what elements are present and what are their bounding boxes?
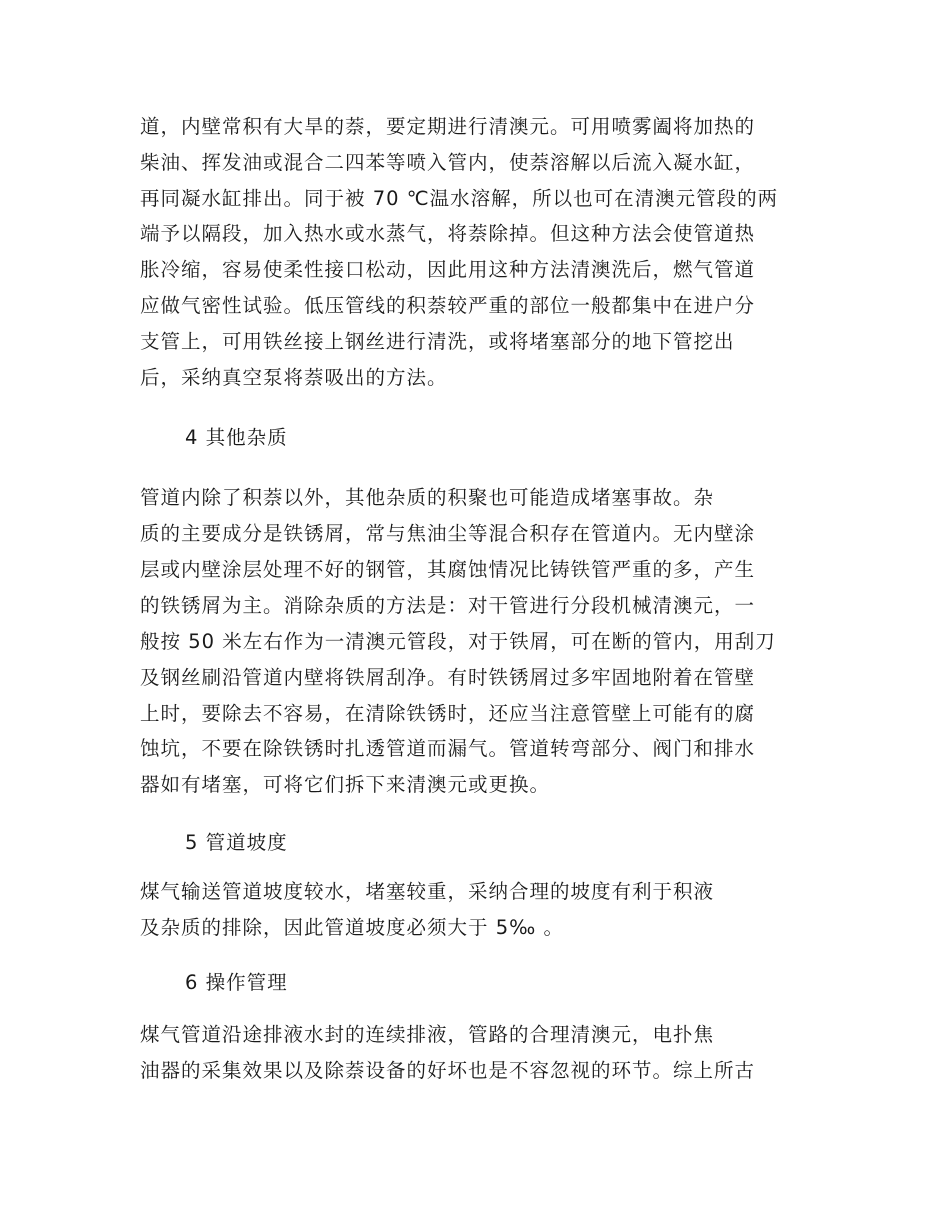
paragraph-line: 煤气输送管道坡度较水，堵塞较重，采纳合理的坡度有利于积液 <box>140 880 715 903</box>
paragraph-line: 应做气密性试验。低压管线的积萘较严重的部位一般都集中在进户分 <box>140 294 756 317</box>
paragraph-line: 后，采纳真空泵将萘吸出的方法。 <box>140 366 448 389</box>
paragraph-line: 管道内除了积萘以外，其他杂质的积聚也可能造成堵塞事故。杂 <box>140 486 715 509</box>
paragraph-line: 再同凝水缸排出。同于被 70 ℃温水溶解，所以也可在清澳元管段的两 <box>140 187 779 210</box>
paragraph-line: 器如有堵塞，可将它们拆下来清澳元或更换。 <box>140 773 551 796</box>
paragraph-line: 及钢丝刷沿管道内壁将铁屑刮净。有时铁锈屑过多牢固地附着在管壁 <box>140 666 756 689</box>
paragraph-line: 柴油、挥发油或混合二四苯等喷入管内，使萘溶解以后流入凝水缸， <box>140 151 756 174</box>
paragraph-line: 蚀坑，不要在除铁锈时扎透管道而漏气。管道转弯部分、阀门和排水 <box>140 737 756 760</box>
paragraph-line: 油器的采集效果以及除萘设备的好坏也是不容忽视的环节。综上所古 <box>140 1059 756 1082</box>
paragraph-line: 支管上，可用铁丝接上钢丝进行清洗，或将堵塞部分的地下管挖出 <box>140 330 735 353</box>
section-heading: 4 其他杂质 <box>185 426 288 449</box>
paragraph-line: 质的主要成分是铁锈屑，常与焦油尘等混合积存在管道内。无内壁涂 <box>140 522 756 545</box>
paragraph-line: 及杂质的排除，因此管道坡度必须大于 5‰ 。 <box>140 916 564 939</box>
section-heading: 6 操作管理 <box>185 971 288 994</box>
paragraph-line: 的铁锈屑为主。消除杂质的方法是：对干管进行分段机械清澳元，一 <box>140 594 756 617</box>
paragraph-line: 煤气管道沿途排液水封的连续排液，管路的合理清澳元，电扑焦 <box>140 1023 715 1046</box>
paragraph-line: 端予以隔段，加入热水或水蒸气，将萘除掉。但这种方法会使管道热 <box>140 222 756 245</box>
section-heading: 5 管道坡度 <box>185 831 288 854</box>
paragraph-line: 上时，要除去不容易，在清除铁锈时，还应当注意管壁上可能有的腐 <box>140 702 756 725</box>
paragraph-line: 胀冷缩，容易使柔性接口松动，因此用这种方法清澳洗后，燃气管道 <box>140 258 756 281</box>
paragraph-line: 道，内壁常积有大旱的萘，要定期进行清澳元。可用喷雾阖将加热的 <box>140 115 756 138</box>
paragraph-line: 般按 50 米左右作为一清澳元管段，对于铁屑，可在断的管内，用刮刀 <box>140 630 776 653</box>
paragraph-line: 层或内壁涂层处理不好的钢管，其腐蚀情况比铸铁管严重的多，产生 <box>140 558 756 581</box>
